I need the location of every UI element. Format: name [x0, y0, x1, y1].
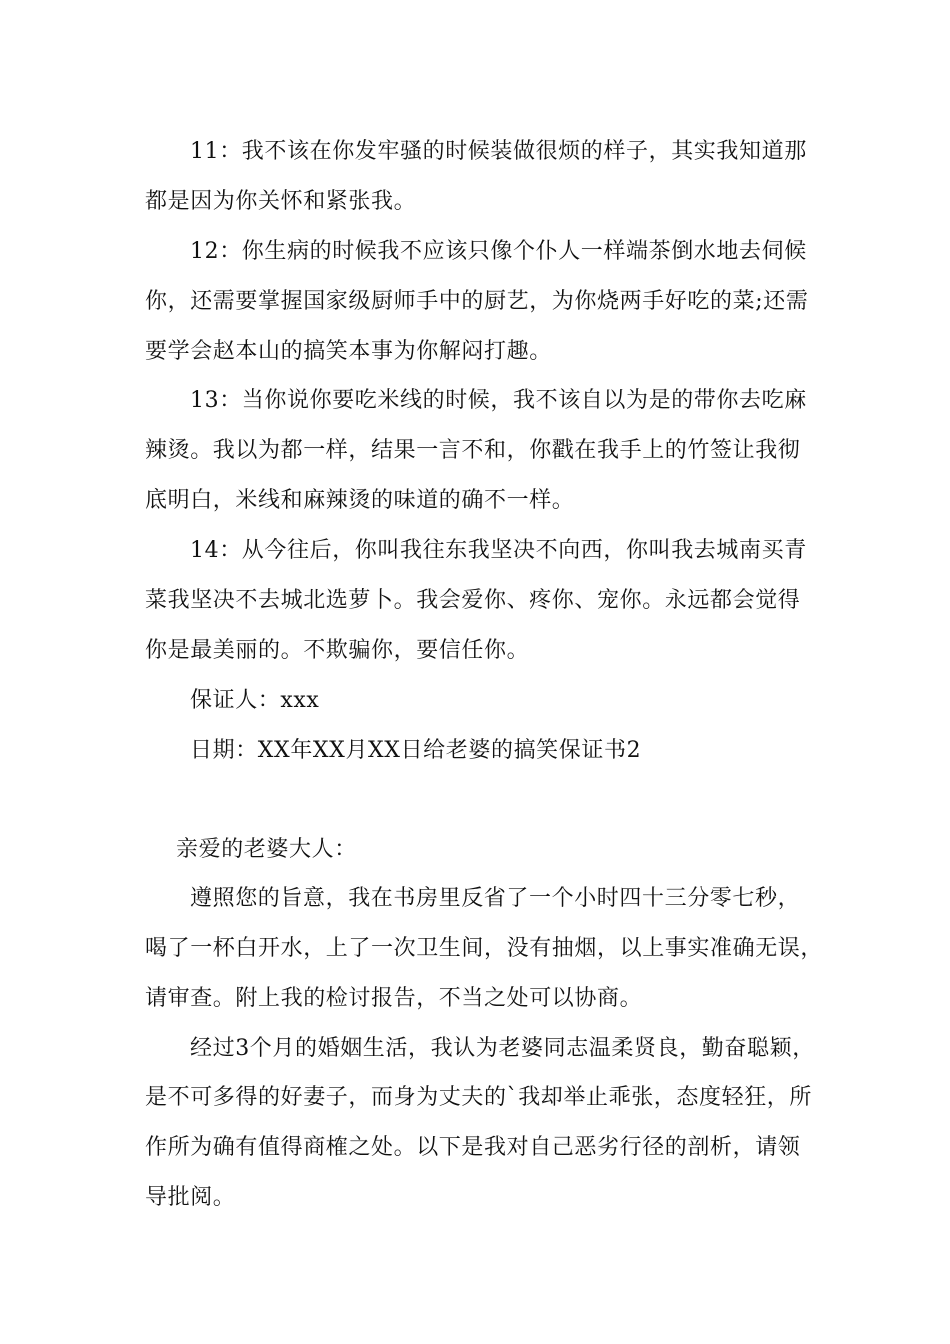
- paragraph-line: 你是最美丽的。不欺骗你，要信任你。: [145, 638, 530, 663]
- paragraph-line: 喝了一杯白开水，上了一次卫生间，没有抽烟，以上事实准确无误，: [145, 936, 824, 961]
- paragraph-line: 都是因为你关怀和紧张我。: [145, 189, 417, 214]
- paragraph-line: 作所为确有值得商榷之处。以下是我对自己恶劣行径的剖析，请领: [145, 1135, 801, 1160]
- paragraph-line: 你，还需要掌握国家级厨师手中的厨艺，为你烧两手好吃的菜;还需: [145, 289, 809, 314]
- paragraph-line: 14：从今往后，你叫我往东我坚决不向西，你叫我去城南买青: [190, 538, 807, 563]
- salutation: 亲爱的老婆大人：: [176, 837, 357, 862]
- paragraph-line: 遵照您的旨意，我在书房里反省了一个小时四十三分零七秒，: [190, 886, 801, 911]
- date-line: 日期：XX年XX月XX日给老婆的搞笑保证书2: [190, 738, 642, 763]
- paragraph-line: 要学会赵本山的搞笑本事为你解闷打趣。: [145, 339, 552, 364]
- paragraph-line: 导批阅。: [145, 1185, 236, 1210]
- paragraph-line: 菜我坚决不去城北选萝卜。我会爱你、疼你、宠你。永远都会觉得: [145, 588, 801, 613]
- paragraph-line: 底明白，米线和麻辣烫的味道的确不一样。: [145, 488, 575, 513]
- paragraph-line: 经过3个月的婚姻生活，我认为老婆同志温柔贤良，勤奋聪颖，: [190, 1036, 815, 1061]
- paragraph-line: 是不可多得的好妻子，而身为丈夫的`我却举止乖张，态度轻狂，所: [145, 1085, 813, 1110]
- paragraph-line: 11：我不该在你发牢骚的时候装做很烦的样子，其实我知道那: [190, 139, 807, 164]
- paragraph-line: 请审查。附上我的检讨报告，不当之处可以协商。: [145, 986, 643, 1011]
- paragraph-line: 辣烫。我以为都一样，结果一言不和，你戳在我手上的竹签让我彻: [145, 438, 801, 463]
- paragraph-line: 13：当你说你要吃米线的时候，我不该自以为是的带你去吃麻: [190, 388, 807, 413]
- guarantor-line: 保证人：xxx: [190, 688, 320, 713]
- paragraph-line: 12：你生病的时候我不应该只像个仆人一样端茶倒水地去伺候: [190, 239, 807, 264]
